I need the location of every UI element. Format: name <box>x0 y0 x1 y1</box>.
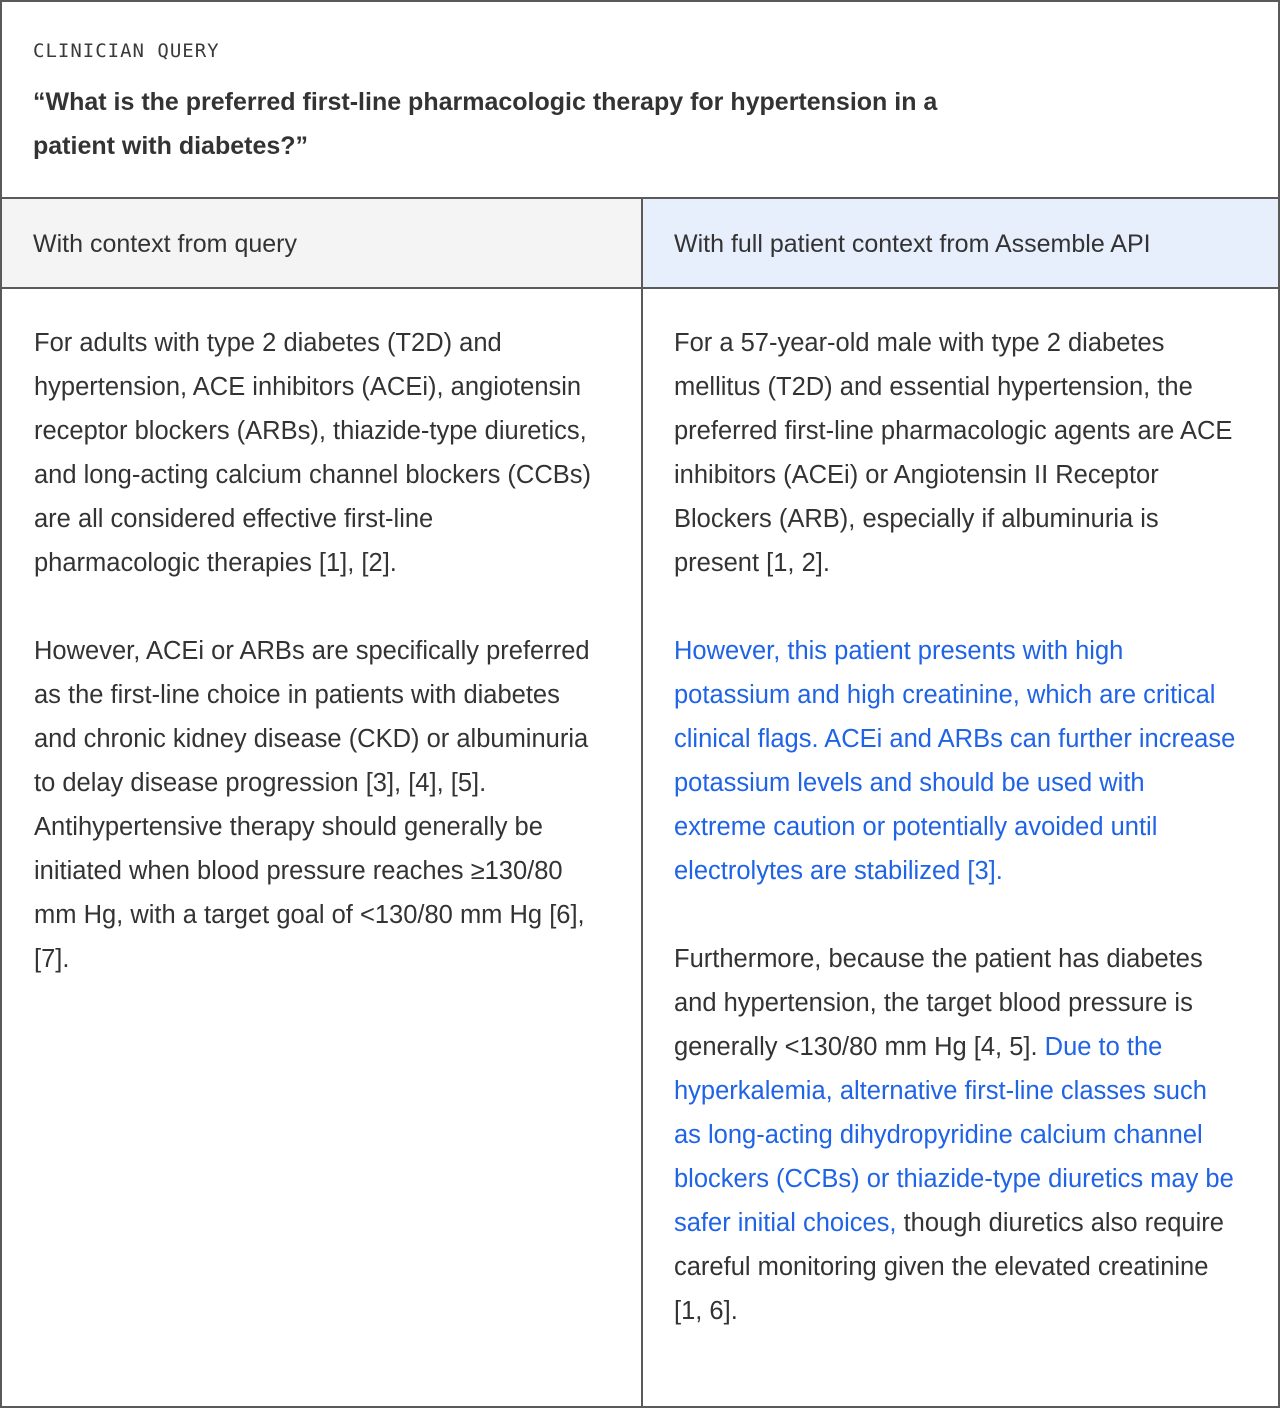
right-column-body <box>674 321 1239 1377</box>
right-paragraph-3 <box>674 937 1239 1333</box>
right-paragraph-2-highlight: However, this patient presents with high potassium and high creatinine, which are critical clinical flags. ACEi and ARBs can further increase potassium levels and should be used with extreme caution or potentially avoided until electrolytes are stabilized [3]. <box>674 637 1236 885</box>
right-paragraph-3-highlight: Due to the hyperkalemia, alternative first-line classes such as long-acting dihydropyridine calcium channel blockers (CCBs) or thiazide-type diuretics may be safer initial choices, <box>674 1033 1234 1237</box>
query-label: CLINICIAN QUERY <box>33 40 220 62</box>
right-paragraph-3-part-1: Furthermore, because the patient has diabetes and hypertension, the target blood pressure is generally <130/80 mm Hg [4, 5]. <box>674 945 1203 1061</box>
left-column-body <box>34 321 599 1025</box>
left-column-header: With context from query <box>2 199 641 289</box>
query-section <box>2 2 1278 199</box>
right-paragraph-1: For a 57-year-old male with type 2 diabetes mellitus (T2D) and essential hypertension, the preferred first-line pharmacologic agents are ACE inhibitors (ACEi) or Angiotensin II Receptor Blockers (ARB), especially if albuminuria is present [1, 2]. <box>674 329 1233 577</box>
query-text: “What is the preferred first-line pharmacologic therapy for hypertension in a patient with diabetes?” <box>33 88 938 160</box>
left-paragraph-2: However, ACEi or ARBs are specifically preferred as the first-line choice in patients with diabetes and chronic kidney disease (CKD) or albuminuria to delay disease progression [3], [4], [5]. Antihypertensive therapy should generally be initiated when blood pressure reaches ≥130/80 mm Hg, with a target goal of <130/80 mm Hg [6], [7]. <box>34 637 590 973</box>
left-paragraph-1: For adults with type 2 diabetes (T2D) and hypertension, ACE inhibitors (ACEi), angiotensin receptor blockers (ARBs), thiazide-type diuretics, and long-acting calcium channel blockers (CCBs) are all considered effective first-line pharmacologic therapies [1], [2]. <box>34 329 592 577</box>
right-paragraph-3-part-2: though diuretics also require careful monitoring given the elevated creatinine [1, 6]. <box>674 1209 1224 1325</box>
right-column-header: With full patient context from Assemble API <box>643 199 1278 289</box>
column-divider <box>641 199 643 1406</box>
